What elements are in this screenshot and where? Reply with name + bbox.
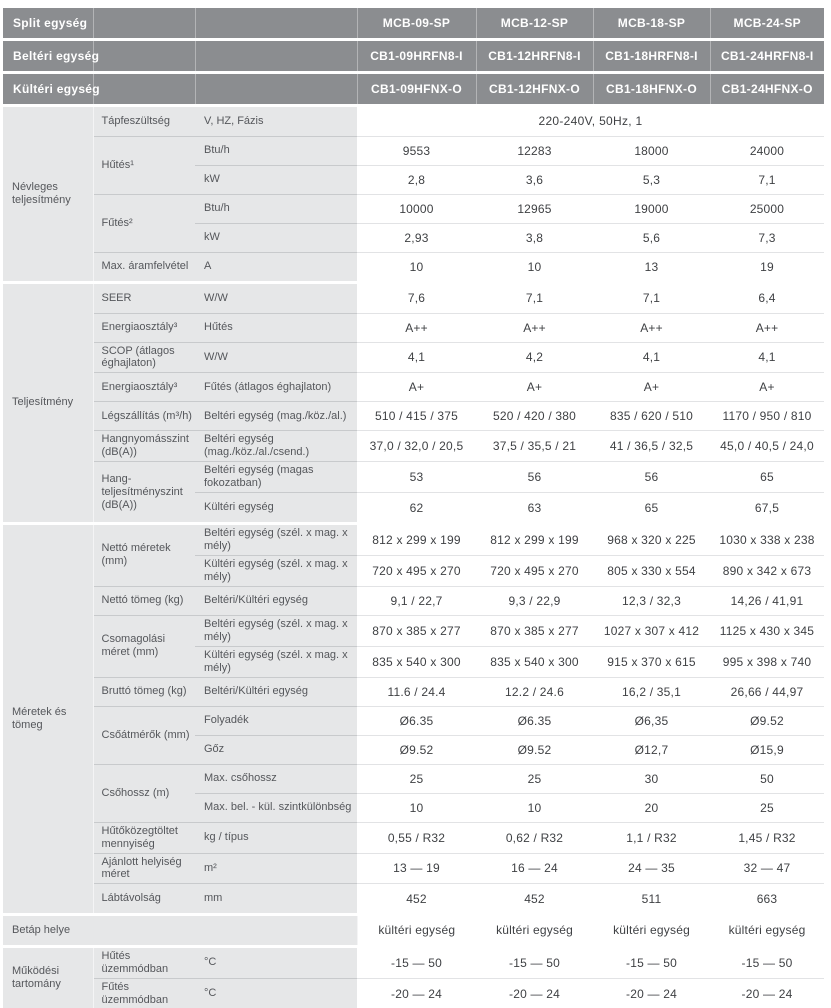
value-cell: 4,1	[710, 342, 824, 373]
value-cell: 10	[357, 793, 476, 822]
value-cell: 452	[476, 884, 593, 913]
value-cell: Ø6.35	[476, 706, 593, 735]
row-label-cell: Energiaosztály³	[93, 313, 195, 342]
value-cell: 915 x 370 x 615	[593, 646, 710, 677]
value-cell: 7,1	[710, 165, 824, 194]
row-unit-cell: Kültéri egység	[195, 493, 357, 522]
model-name-cell: CB1-12HFNX-O	[476, 74, 593, 104]
value-cell: 812 x 299 x 199	[476, 525, 593, 555]
body-table	[3, 284, 824, 522]
value-cell: 50	[710, 764, 824, 793]
spec-row	[3, 284, 824, 313]
value-cell: 7,1	[593, 284, 710, 313]
value-cell: kültéri egység	[710, 916, 824, 945]
model-name-cell: CB1-18HRFN8-I	[593, 41, 710, 71]
header-table	[3, 41, 824, 71]
header-row-label: Kültéri egység	[3, 74, 93, 104]
value-cell: -15 — 50	[593, 948, 710, 978]
value-cell: 56	[593, 462, 710, 493]
value-cell: 5,3	[593, 165, 710, 194]
spec-row	[3, 948, 824, 978]
value-cell: 4,1	[593, 342, 710, 373]
value-cell: A+	[476, 373, 593, 402]
value-cell: 4,1	[357, 342, 476, 373]
row-label-cell: Hűtés üzemmódban	[93, 948, 195, 978]
value-cell: kültéri egység	[593, 916, 710, 945]
model-name-cell: CB1-24HRFN8-I	[710, 41, 824, 71]
header-pad-cell	[195, 41, 357, 71]
value-cell: 1125 x 430 x 345	[710, 615, 824, 646]
spec-row	[3, 194, 824, 223]
value-cell: 20	[593, 793, 710, 822]
row-unit-cell: A	[195, 252, 357, 281]
model-name-cell: CB1-12HRFN8-I	[476, 41, 593, 71]
value-cell: 25	[710, 793, 824, 822]
value-cell: A+	[593, 373, 710, 402]
model-name-cell: CB1-09HRFN8-I	[357, 41, 476, 71]
body-table	[3, 948, 824, 1008]
row-label-cell: Hűtőközegtöltet mennyiség	[93, 822, 195, 853]
value-cell: 24 — 35	[593, 853, 710, 884]
value-cell: 663	[710, 884, 824, 913]
model-name-cell: MCB-12-SP	[476, 8, 593, 38]
value-cell: A++	[476, 313, 593, 342]
value-cell: 510 / 415 / 375	[357, 402, 476, 431]
spec-row	[3, 615, 824, 646]
row-label-cell: SCOP (átlagos éghajlaton)	[93, 342, 195, 373]
spec-row	[3, 822, 824, 853]
value-cell: 13	[593, 252, 710, 281]
value-cell: 65	[710, 462, 824, 493]
row-label-cell: Bruttó tömeg (kg)	[93, 677, 195, 706]
value-cell: 12283	[476, 136, 593, 165]
value-cell: 10	[476, 793, 593, 822]
value-cell: 0,62 / R32	[476, 822, 593, 853]
spec-row	[3, 916, 824, 945]
row-unit-cell: Btu/h	[195, 194, 357, 223]
value-cell: 37,0 / 32,0 / 20,5	[357, 431, 476, 462]
value-cell: 24000	[710, 136, 824, 165]
spec-row	[3, 884, 824, 913]
spec-row	[3, 342, 824, 373]
value-cell: 452	[357, 884, 476, 913]
value-cell: 12965	[476, 194, 593, 223]
body-table	[3, 525, 824, 913]
spec-row	[3, 978, 824, 1008]
header-row	[3, 74, 824, 104]
value-cell: 1170 / 950 / 810	[710, 402, 824, 431]
row-unit-cell: Beltéri egység (szél. x mag. x mély)	[195, 525, 357, 555]
value-cell: Ø15,9	[710, 735, 824, 764]
model-name-cell: CB1-24HFNX-O	[710, 74, 824, 104]
row-unit-cell: °C	[195, 948, 357, 978]
row-label-cell: Ajánlott helyiség méret	[93, 853, 195, 884]
spec-row	[3, 373, 824, 402]
header-pad-cell	[195, 74, 357, 104]
spec-row	[3, 853, 824, 884]
value-cell: 968 x 320 x 225	[593, 525, 710, 555]
spec-row	[3, 586, 824, 615]
value-cell: 63	[476, 493, 593, 522]
model-name-cell: MCB-09-SP	[357, 8, 476, 38]
row-label-cell: Hangnyomásszint (dB(A))	[93, 431, 195, 462]
row-unit-cell: Fűtés (átlagos éghajlaton)	[195, 373, 357, 402]
spec-row	[3, 764, 824, 793]
value-cell: A+	[357, 373, 476, 402]
spec-row	[3, 313, 824, 342]
value-cell: 805 x 330 x 554	[593, 555, 710, 586]
value-cell: 520 / 420 / 380	[476, 402, 593, 431]
value-cell: 1027 x 307 x 412	[593, 615, 710, 646]
value-cell: 835 / 620 / 510	[593, 402, 710, 431]
value-cell: 32 — 47	[710, 853, 824, 884]
value-cell: 0,55 / R32	[357, 822, 476, 853]
row-unit-cell: Beltéri egység (magas fokozatban)	[195, 462, 357, 493]
header-row	[3, 8, 824, 38]
header-row	[3, 41, 824, 71]
value-cell: 812 x 299 x 199	[357, 525, 476, 555]
value-cell: 10	[476, 252, 593, 281]
body-table	[3, 916, 824, 945]
row-unit-cell: Hűtés	[195, 313, 357, 342]
value-cell: 870 x 385 x 277	[476, 615, 593, 646]
row-unit-cell: Kültéri egység (szél. x mag. x mély)	[195, 555, 357, 586]
value-cell: 2,93	[357, 223, 476, 252]
value-cell: A++	[357, 313, 476, 342]
value-cell: 9553	[357, 136, 476, 165]
body-table	[3, 107, 824, 281]
spec-row	[3, 431, 824, 462]
row-label-cell: Max. áramfelvétel	[93, 252, 195, 281]
value-cell: Ø6,35	[593, 706, 710, 735]
row-unit-cell: Max. csőhossz	[195, 764, 357, 793]
row-unit-cell: mm	[195, 884, 357, 913]
value-cell: 1,45 / R32	[710, 822, 824, 853]
value-cell: 12.2 / 24.6	[476, 677, 593, 706]
value-cell: 13 — 19	[357, 853, 476, 884]
value-cell: 6,4	[710, 284, 824, 313]
value-cell: 18000	[593, 136, 710, 165]
value-cell-span: 220-240V, 50Hz, 1	[357, 107, 824, 136]
value-cell: 3,8	[476, 223, 593, 252]
value-cell: -20 — 24	[593, 978, 710, 1008]
value-cell: 19	[710, 252, 824, 281]
row-label-cell: Csőátmérők (mm)	[93, 706, 195, 764]
row-label-cell: Tápfeszültség	[93, 107, 195, 136]
spec-row	[3, 107, 824, 136]
model-name-cell: MCB-24-SP	[710, 8, 824, 38]
value-cell: 1,1 / R32	[593, 822, 710, 853]
category-cell: Teljesítmény	[3, 284, 93, 522]
row-unit-cell: W/W	[195, 342, 357, 373]
value-cell: -15 — 50	[357, 948, 476, 978]
value-cell: 25	[357, 764, 476, 793]
value-cell: 62	[357, 493, 476, 522]
model-name-cell: CB1-09HFNX-O	[357, 74, 476, 104]
value-cell: 9,3 / 22,9	[476, 586, 593, 615]
value-cell: -20 — 24	[710, 978, 824, 1008]
value-cell: 1030 x 338 x 238	[710, 525, 824, 555]
row-unit-cell: Beltéri/Kültéri egység	[195, 677, 357, 706]
value-cell: kültéri egység	[476, 916, 593, 945]
value-cell: 30	[593, 764, 710, 793]
row-unit-cell: V, HZ, Fázis	[195, 107, 357, 136]
value-cell: 995 x 398 x 740	[710, 646, 824, 677]
value-cell: kültéri egység	[357, 916, 476, 945]
row-label-cell: Nettó tömeg (kg)	[93, 586, 195, 615]
value-cell: Ø9.52	[710, 706, 824, 735]
value-cell: 5,6	[593, 223, 710, 252]
value-cell: 7,3	[710, 223, 824, 252]
value-cell: 56	[476, 462, 593, 493]
category-cell: Működési tartomány	[3, 948, 93, 1008]
spec-row	[3, 462, 824, 493]
row-unit-cell: °C	[195, 978, 357, 1008]
row-unit-cell: Max. bel. - kül. szintkülönbség	[195, 793, 357, 822]
row-unit-cell: Beltéri egység (mag./köz./al./csend.)	[195, 431, 357, 462]
value-cell: -20 — 24	[357, 978, 476, 1008]
model-name-cell: CB1-18HFNX-O	[593, 74, 710, 104]
row-label-cell: Légszállítás (m³/h)	[93, 402, 195, 431]
value-cell: 12,3 / 32,3	[593, 586, 710, 615]
header-table	[3, 74, 824, 104]
value-cell: 2,8	[357, 165, 476, 194]
spec-row	[3, 677, 824, 706]
header-pad-cell	[93, 74, 195, 104]
value-cell: A+	[710, 373, 824, 402]
spec-row	[3, 252, 824, 281]
value-cell: Ø6.35	[357, 706, 476, 735]
row-label-cell: Lábtávolság	[93, 884, 195, 913]
value-cell: A++	[593, 313, 710, 342]
value-cell: 37,5 / 35,5 / 21	[476, 431, 593, 462]
model-name-cell: MCB-18-SP	[593, 8, 710, 38]
value-cell: -20 — 24	[476, 978, 593, 1008]
value-cell: Ø9.52	[357, 735, 476, 764]
value-cell: 511	[593, 884, 710, 913]
value-cell: A++	[710, 313, 824, 342]
value-cell: 870 x 385 x 277	[357, 615, 476, 646]
row-label-cell: Hang-teljesítményszint (dB(A))	[93, 462, 195, 522]
header-row-label: Beltéri egység	[3, 41, 93, 71]
value-cell: 835 x 540 x 300	[476, 646, 593, 677]
row-label-cell: Fűtés²	[93, 194, 195, 252]
value-cell: 890 x 342 x 673	[710, 555, 824, 586]
row-label-cell: SEER	[93, 284, 195, 313]
row-unit-cell: kg / típus	[195, 822, 357, 853]
header-pad-cell	[195, 8, 357, 38]
value-cell: 10	[357, 252, 476, 281]
category-cell: Méretek és tömeg	[3, 525, 93, 913]
row-unit-cell: W/W	[195, 284, 357, 313]
row-label-cell: Fűtés üzemmódban	[93, 978, 195, 1008]
value-cell: 25	[476, 764, 593, 793]
value-cell: 720 x 495 x 270	[476, 555, 593, 586]
row-unit-cell: Gőz	[195, 735, 357, 764]
category-cell: Betáp helye	[3, 916, 357, 945]
value-cell: Ø9.52	[476, 735, 593, 764]
row-unit-cell: m²	[195, 853, 357, 884]
value-cell: 26,66 / 44,97	[710, 677, 824, 706]
header-pad-cell	[93, 41, 195, 71]
row-label-cell: Energiaosztály³	[93, 373, 195, 402]
value-cell: 19000	[593, 194, 710, 223]
header-table	[3, 8, 824, 38]
value-cell: 3,6	[476, 165, 593, 194]
row-label-cell: Csőhossz (m)	[93, 764, 195, 822]
spec-row	[3, 402, 824, 431]
spec-row	[3, 525, 824, 555]
row-unit-cell: Btu/h	[195, 136, 357, 165]
row-label-cell: Hűtés¹	[93, 136, 195, 194]
value-cell: 45,0 / 40,5 / 24,0	[710, 431, 824, 462]
value-cell: 720 x 495 x 270	[357, 555, 476, 586]
value-cell: 4,2	[476, 342, 593, 373]
row-unit-cell: Beltéri/Kültéri egység	[195, 586, 357, 615]
value-cell: 16 — 24	[476, 853, 593, 884]
value-cell: 14,26 / 41,91	[710, 586, 824, 615]
value-cell: 53	[357, 462, 476, 493]
value-cell: 41 / 36,5 / 32,5	[593, 431, 710, 462]
value-cell: Ø12,7	[593, 735, 710, 764]
value-cell: 65	[593, 493, 710, 522]
spec-table-container	[3, 8, 831, 1008]
row-unit-cell: Folyadék	[195, 706, 357, 735]
value-cell: 7,1	[476, 284, 593, 313]
value-cell: 835 x 540 x 300	[357, 646, 476, 677]
row-label-cell: Nettó méretek (mm)	[93, 525, 195, 586]
spec-row	[3, 136, 824, 165]
value-cell: 11.6 / 24.4	[357, 677, 476, 706]
value-cell: 16,2 / 35,1	[593, 677, 710, 706]
header-pad-cell	[93, 8, 195, 38]
row-unit-cell: Beltéri egység (mag./köz./al.)	[195, 402, 357, 431]
value-cell: -15 — 50	[476, 948, 593, 978]
category-cell: Névleges teljesítmény	[3, 107, 93, 281]
value-cell: 7,6	[357, 284, 476, 313]
header-row-label: Split egység	[3, 8, 93, 38]
value-cell: -15 — 50	[710, 948, 824, 978]
row-unit-cell: Beltéri egység (szél. x mag. x mély)	[195, 615, 357, 646]
spec-row	[3, 706, 824, 735]
row-unit-cell: Kültéri egység (szél. x mag. x mély)	[195, 646, 357, 677]
value-cell: 9,1 / 22,7	[357, 586, 476, 615]
row-unit-cell: kW	[195, 165, 357, 194]
value-cell: 67,5	[710, 493, 824, 522]
row-label-cell: Csomagolási méret (mm)	[93, 615, 195, 677]
value-cell: 25000	[710, 194, 824, 223]
row-unit-cell: kW	[195, 223, 357, 252]
value-cell: 10000	[357, 194, 476, 223]
